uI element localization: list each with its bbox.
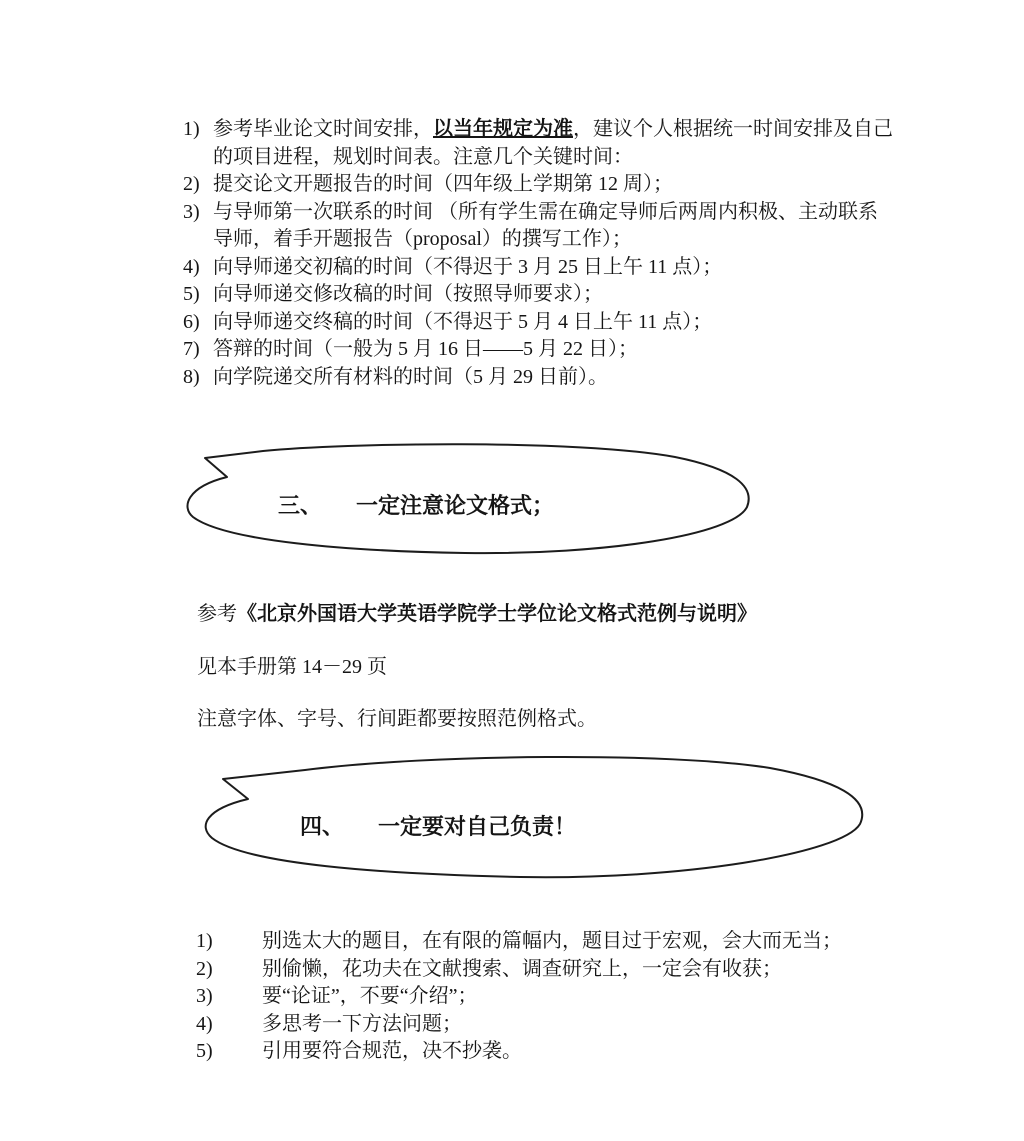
list-item	[183, 364, 895, 392]
list-item	[196, 928, 916, 956]
reference-prefix: 参考	[197, 603, 237, 625]
list-item-number: 2)	[183, 173, 200, 195]
reference-title: 《北京外国语大学英语学院学士学位论文格式范例与说明》	[237, 603, 757, 625]
list-item	[183, 171, 895, 199]
format-note-line: 注意字体、字号、行间距都要按照范例格式。	[197, 708, 597, 730]
item-text-before: 参考毕业论文时间安排，	[213, 118, 433, 140]
list-item-text: 向导师递交修改稿的时间（按照导师要求）；	[213, 283, 603, 305]
list-item-text: 别选太大的题目，在有限的篇幅内，题目过于宏观，会大而无当；	[262, 930, 842, 952]
list-item	[183, 336, 895, 364]
list-item-number: 6)	[183, 310, 200, 333]
list-item-number: 7)	[183, 338, 200, 360]
list-item-text	[213, 116, 895, 171]
list-item-text: 答辩的时间（一般为 5 月 16 日——5 月 22 日）；	[213, 338, 638, 360]
section-title: 一定要对自己负责！	[378, 814, 577, 839]
item-text-emphasis: 以当年规定为准	[433, 118, 573, 140]
list-item	[183, 309, 895, 337]
section-number: 三、	[278, 493, 323, 518]
list-item-text: 提交论文开题报告的时间（四年级上学期第 12 周）；	[213, 173, 673, 195]
list-item	[196, 1038, 916, 1066]
list-item	[183, 116, 895, 171]
list-item-number: 3)	[183, 200, 200, 223]
bubble-label	[300, 810, 576, 841]
section-number: 四、	[300, 814, 345, 839]
list-item	[196, 956, 916, 984]
list-item-text: 向学院递交所有材料的时间（5 月 29 日前）。	[213, 365, 608, 388]
list-item	[183, 254, 895, 282]
list-item-number: 5)	[196, 1040, 213, 1062]
list-item-text: 别偷懒，花功夫在文献搜索、调查研究上，一定会有收获；	[262, 957, 782, 980]
list-item-text: 向导师递交初稿的时间（不得迟于 3 月 25 日上午 11 点）；	[213, 255, 723, 278]
item-text-after: ，建议个人根据统一时间安排及自己的项目进程，规划时间表。注意几个关键时间：	[213, 118, 893, 168]
bubble-label	[278, 489, 554, 520]
list-item-number: 3)	[196, 985, 213, 1007]
list-item-number: 5)	[183, 283, 200, 305]
list-item-number: 2)	[196, 957, 213, 980]
advice-list	[196, 928, 916, 1066]
list-item	[196, 1011, 916, 1039]
list-item-text: 多思考一下方法问题；	[262, 1012, 462, 1035]
callout-bubble-section-three	[175, 443, 760, 563]
callout-bubble-section-four	[190, 752, 880, 882]
list-item-text: 要“论证”，不要“介绍”；	[262, 985, 478, 1007]
list-item	[183, 281, 895, 309]
list-item-number: 1)	[183, 118, 200, 140]
thesis-timeline-list	[183, 116, 895, 391]
list-item-number: 1)	[196, 930, 213, 952]
page-range-line: 见本手册第 14－29 页	[197, 656, 387, 678]
reference-line	[197, 597, 757, 626]
list-item	[196, 983, 916, 1011]
list-item-text: 向导师递交终稿的时间（不得迟于 5 月 4 日上午 11 点）；	[213, 310, 713, 333]
list-item-text: 引用要符合规范，决不抄袭。	[262, 1040, 522, 1062]
section-title: 一定注意论文格式；	[356, 493, 555, 518]
list-item	[183, 199, 895, 254]
list-item-number: 4)	[183, 255, 200, 278]
list-item-text: 与导师第一次联系的时间 （所有学生需在确定导师后两周内积极、主动联系导师，着手开题报告（proposal）的撰写工作）；	[213, 200, 878, 250]
list-item-number: 8)	[183, 365, 200, 388]
list-item-number: 4)	[196, 1012, 213, 1035]
